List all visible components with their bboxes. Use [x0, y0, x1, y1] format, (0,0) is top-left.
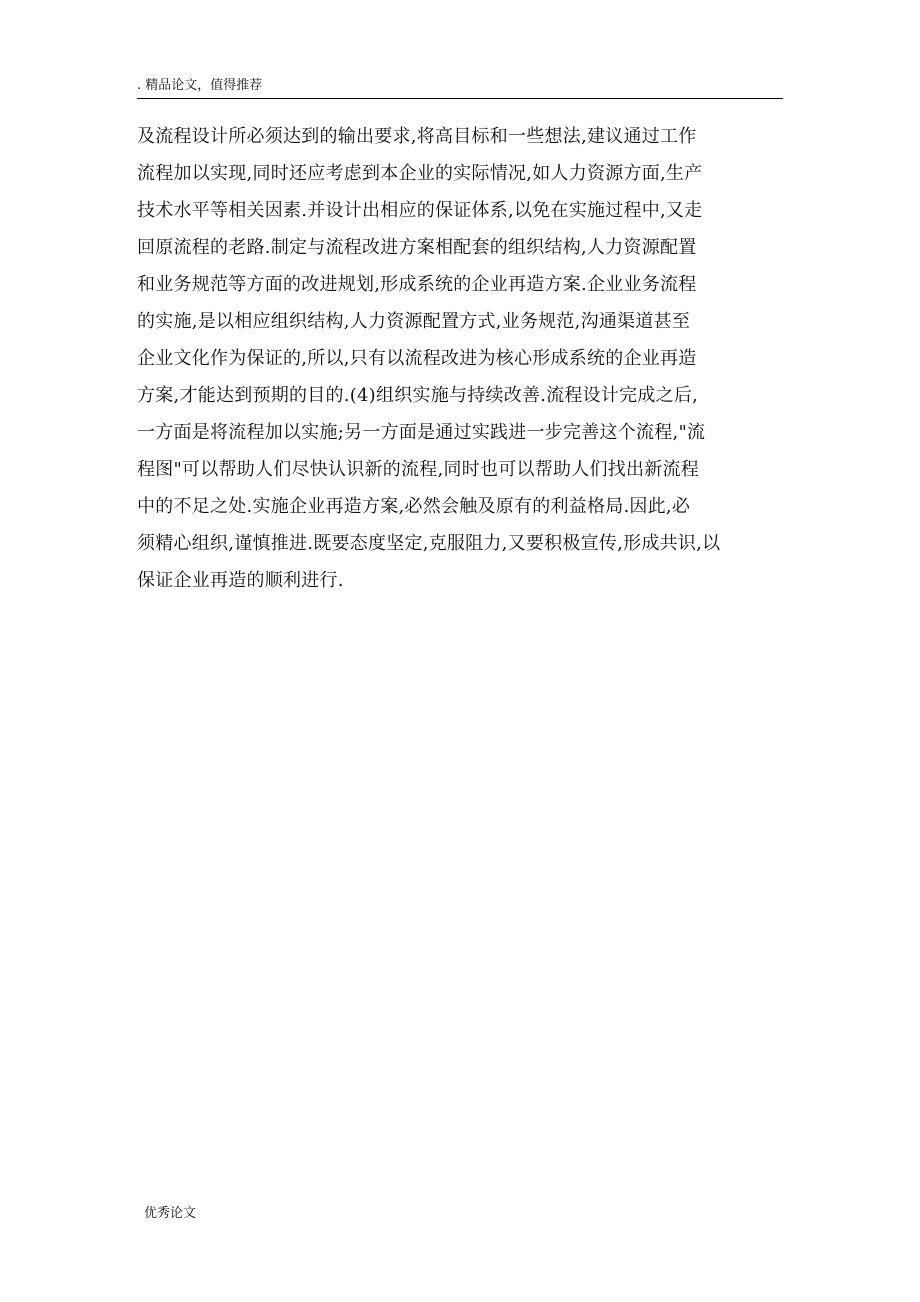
body-text	[137, 118, 817, 599]
body-line: 须精心组织,谨慎推进.既要态度坚定,克服阻力,又要积极宣传,形成共识,以	[137, 533, 721, 554]
page-header	[137, 76, 783, 99]
body-line: 中的不足之处.实施企业再造方案,必然会触及原有的利益格局.因此,必	[137, 496, 691, 517]
body-line: 回原流程的老路.制定与流程改进方案相配套的组织结构,人力资源配置	[137, 237, 697, 258]
body-line: 和业务规范等方面的改进规划,形成系统的企业再造方案.企业业务流程	[137, 274, 697, 295]
body-line: 的实施,是以相应组织结构,人力资源配置方式,业务规范,沟通渠道甚至	[137, 311, 691, 332]
page-footer	[144, 1206, 196, 1222]
body-line: 及流程设计所必须达到的输出要求,将高目标和一些想法,建议通过工作	[137, 126, 697, 147]
body-line: 企业文化作为保证的,所以,只有以流程改进为核心形成系统的企业再造	[137, 348, 697, 369]
body-line: 保证企业再造的顺利进行.	[137, 570, 344, 591]
body-line: 流程加以实现,同时还应考虑到本企业的实际情况,如人力资源方面,生产	[137, 163, 703, 184]
body-line: 程图"可以帮助人们尽快认识新的流程,同时也可以帮助人们找出新流程	[137, 459, 699, 480]
footer-text: 优秀论文	[144, 1206, 197, 1221]
body-line: 方案,才能达到预期的目的.(4)组织实施与持续改善.流程设计完成之后,	[137, 385, 699, 406]
header-text: . 精品论文，值得推荐	[137, 78, 263, 93]
body-line: 技术水平等相关因素.并设计出相应的保证体系,以免在实施过程中,又走	[137, 200, 703, 221]
body-line: 一方面是将流程加以实施;另一方面是通过实践进一步完善这个流程,"流	[137, 422, 706, 443]
